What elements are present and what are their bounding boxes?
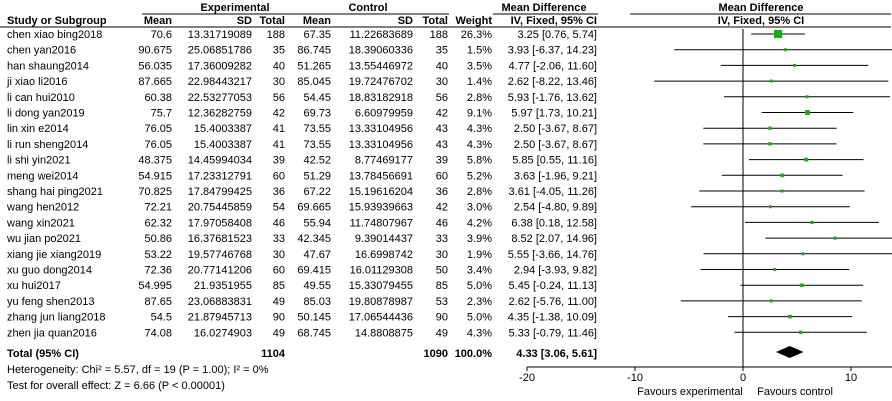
col-mean-e: Mean <box>143 15 172 27</box>
sd-experimental: 23.06883831 <box>187 295 252 308</box>
sd-control: 13.55446972 <box>348 60 413 73</box>
effect-marker <box>793 64 796 67</box>
table-row <box>6 76 597 88</box>
n-experimental: 42 <box>272 107 285 120</box>
mean-control: 54.45 <box>303 91 331 104</box>
effect-marker <box>768 127 771 130</box>
sd-control: 15.33079455 <box>348 280 413 293</box>
sd-control: 13.33104956 <box>348 138 413 151</box>
table-row <box>7 312 597 324</box>
effect-marker <box>780 190 783 193</box>
sd-experimental: 17.97058408 <box>187 217 252 230</box>
n-experimental: 60 <box>272 264 285 277</box>
weight: 5.0% <box>466 311 492 324</box>
weight: 2.8% <box>466 91 492 104</box>
table-row <box>7 170 597 182</box>
effect-marker <box>769 205 772 208</box>
effect-marker <box>774 30 782 38</box>
col-study: Study or Subgroup <box>7 15 107 27</box>
n-experimental: 85 <box>272 280 285 293</box>
study-name: shang hai ping2021 <box>7 186 104 198</box>
mean-control: 69.415 <box>297 264 331 277</box>
sd-control: 15.19616204 <box>348 186 413 198</box>
sd-control: 13.78456691 <box>348 170 413 183</box>
table-row <box>7 280 597 292</box>
sd-control: 19.80878987 <box>348 295 413 308</box>
ci-text: 2.50 [-3.67, 8.67] <box>513 123 597 136</box>
sd-control: 13.33104956 <box>348 123 413 136</box>
sd-experimental: 17.84799425 <box>187 186 252 198</box>
n-experimental: 90 <box>272 311 285 324</box>
header-experimental: Experimental <box>200 2 270 14</box>
mean-experimental: 74.08 <box>144 327 172 340</box>
mean-experimental: 76.05 <box>144 123 172 136</box>
mean-experimental: 53.22 <box>144 248 172 261</box>
sd-experimental: 22.53277053 <box>187 91 252 104</box>
total-label: Total (95% CI) <box>7 348 79 360</box>
sd-experimental: 12.36282759 <box>187 107 252 120</box>
weight: 4.3% <box>466 123 492 136</box>
sd-control: 6.60979959 <box>354 107 413 120</box>
sd-experimental: 21.87945713 <box>187 311 252 324</box>
ci-text: 6.38 [0.18, 12.58] <box>511 217 597 230</box>
n-control: 30 <box>435 248 448 261</box>
study-name: xu guo dong2014 <box>7 264 93 277</box>
sd-control: 9.39014437 <box>354 233 413 246</box>
mean-control: 50.145 <box>297 311 331 324</box>
study-name: xiang jie xiang2019 <box>7 248 102 261</box>
mean-control: 47.67 <box>303 248 331 261</box>
sd-control: 14.8808875 <box>354 327 413 340</box>
x-tick-label: 0 <box>739 372 747 384</box>
mean-control: 42.52 <box>303 154 331 167</box>
n-experimental: 60 <box>272 170 285 183</box>
effect-marker <box>773 268 776 271</box>
mean-experimental: 70.825 <box>138 186 172 198</box>
effect-marker <box>810 221 813 224</box>
n-control: 42 <box>435 107 448 120</box>
study-name: chen xiao bing2018 <box>7 29 103 41</box>
n-experimental: 39 <box>272 154 285 167</box>
ci-text: 5.85 [0.55, 11.16] <box>512 154 597 167</box>
sd-control: 17.06544436 <box>348 311 413 324</box>
mean-experimental: 70.6 <box>150 29 172 41</box>
table-row <box>7 108 597 120</box>
table-row <box>7 60 597 72</box>
table-row <box>7 296 597 308</box>
col-total-e: Total <box>259 15 285 27</box>
study-name: wu jian po2021 <box>7 233 82 246</box>
weight: 4.3% <box>466 327 492 340</box>
weight: 3.5% <box>466 60 492 73</box>
ci-text: 2.62 [-5.76, 11.00] <box>508 295 597 308</box>
sd-experimental: 17.36009282 <box>187 60 252 73</box>
n-experimental: 46 <box>272 217 285 230</box>
table-row <box>7 29 597 41</box>
table-row <box>7 45 597 57</box>
n-experimental: 40 <box>272 60 285 73</box>
sd-control: 16.6998742 <box>354 248 413 261</box>
study-name: wang xin2021 <box>7 217 75 230</box>
effect-marker <box>780 173 784 177</box>
n-control: 60 <box>435 170 448 183</box>
table-row <box>7 155 597 167</box>
n-control: 30 <box>435 76 448 89</box>
effect-marker <box>804 158 808 162</box>
n-control: 33 <box>435 233 448 246</box>
sd-control: 18.83182918 <box>348 91 413 104</box>
axis-label-right: Favours control <box>757 386 833 398</box>
sd-experimental: 16.37681523 <box>187 233 252 246</box>
ci-text: 2.54 [-4.80, 9.89] <box>513 201 597 214</box>
effect-marker <box>801 252 804 255</box>
mean-control: 68.745 <box>297 327 331 340</box>
mean-experimental: 87.665 <box>138 76 172 89</box>
n-control: 188 <box>429 29 448 41</box>
mean-control: 85.03 <box>303 295 331 308</box>
ci-text: 3.25 [0.76, 5.74] <box>517 29 597 41</box>
n-control: 50 <box>435 264 448 277</box>
study-name: ji xiao li2016 <box>7 76 68 89</box>
ci-text: 5.33 [-0.79, 11.46] <box>508 327 597 340</box>
sd-experimental: 15.4003387 <box>193 138 252 151</box>
n-experimental: 49 <box>272 327 285 340</box>
n-control: 43 <box>435 138 448 151</box>
sd-control: 15.93939663 <box>348 201 413 214</box>
col-mean-c: Mean <box>302 15 331 27</box>
mean-control: 67.35 <box>303 29 331 41</box>
weight: 3.9% <box>466 233 492 246</box>
sd-experimental: 20.75445859 <box>187 201 252 214</box>
weight: 3.4% <box>466 264 492 277</box>
sd-experimental: 20.77141206 <box>187 264 252 277</box>
sd-control: 11.74807967 <box>349 217 413 230</box>
mean-control: 67.22 <box>303 186 331 198</box>
total-n-experimental: 1104 <box>261 348 285 360</box>
weight: 26.3% <box>460 29 492 41</box>
sd-control: 11.22683689 <box>349 29 413 41</box>
mean-control: 42.345 <box>297 233 331 246</box>
sd-control: 19.72476702 <box>348 76 413 89</box>
mean-control: 51.29 <box>303 170 331 183</box>
weight: 5.8% <box>466 154 492 167</box>
x-tick-label: 10 <box>844 372 858 384</box>
n-experimental: 30 <box>272 248 285 261</box>
study-name: zhang jun liang2018 <box>7 311 106 324</box>
sd-experimental: 16.0274903 <box>193 327 252 340</box>
mean-experimental: 90.675 <box>138 44 172 57</box>
ci-text: 5.97 [1.73, 10.21] <box>511 107 597 120</box>
x-tick-label: -20 <box>519 372 535 384</box>
header-control: Control <box>348 2 388 14</box>
n-experimental: 33 <box>272 233 285 246</box>
sd-control: 8.77469177 <box>354 154 413 167</box>
study-name: lin xin e2014 <box>7 123 69 136</box>
col-sd-e: SD <box>236 15 252 27</box>
n-experimental: 30 <box>272 76 285 89</box>
weight: 9.1% <box>466 107 492 120</box>
study-name: zhen jia quan2016 <box>7 327 97 340</box>
weight: 2.3% <box>466 295 492 308</box>
n-experimental: 41 <box>272 138 285 151</box>
effect-marker <box>770 80 773 83</box>
weight: 1.5% <box>466 44 492 57</box>
heterogeneity-text: Heterogeneity: Chi² = 5.57, df = 19 (P = 1.00); I² = 0% <box>7 364 269 376</box>
table-row <box>6 233 597 245</box>
study-rows <box>6 29 597 339</box>
n-experimental: 56 <box>272 91 285 104</box>
ci-text: 8.52 [2.07, 14.96] <box>511 233 597 246</box>
study-name: li dong yan2019 <box>7 107 85 120</box>
n-control: 39 <box>435 154 448 167</box>
n-experimental: 36 <box>272 186 285 198</box>
table-row <box>7 139 597 151</box>
mean-control: 73.55 <box>303 123 331 136</box>
mean-control: 73.55 <box>303 138 331 151</box>
ci-text: 3.61 [-4.05, 11.26] <box>508 186 597 198</box>
mean-control: 85.045 <box>297 76 331 89</box>
effect-marker <box>805 110 810 115</box>
effect-marker <box>768 142 771 145</box>
study-name: han shaung2014 <box>7 60 89 73</box>
table-row <box>7 327 597 339</box>
n-control: 49 <box>435 327 448 340</box>
sd-experimental: 22.98443217 <box>187 76 252 89</box>
mean-control: 69.665 <box>297 201 331 214</box>
x-tick-label: -10 <box>627 372 643 384</box>
n-experimental: 35 <box>272 44 285 57</box>
mean-experimental: 50.86 <box>144 233 172 246</box>
sd-experimental: 21.9351955 <box>193 280 252 293</box>
study-name: li run sheng2014 <box>7 138 89 151</box>
study-name: wang hen2012 <box>7 201 80 214</box>
n-control: 35 <box>435 44 448 57</box>
study-name: xu hui2017 <box>7 280 61 293</box>
study-name: meng wei2014 <box>7 170 79 183</box>
total-n-control: 1090 <box>423 348 448 360</box>
n-control: 40 <box>435 60 448 73</box>
mean-experimental: 75.7 <box>150 107 172 120</box>
mean-experimental: 56.035 <box>138 60 172 73</box>
effect-marker <box>784 48 787 51</box>
sd-experimental: 13.31719089 <box>187 29 252 41</box>
table-row <box>7 186 597 198</box>
col-weight: Weight <box>455 15 492 27</box>
sd-experimental: 19.57746768 <box>187 248 252 261</box>
study-name: yu feng shen2013 <box>7 295 95 308</box>
table-row <box>6 202 597 214</box>
pooled-diamond <box>776 346 804 358</box>
table-row <box>7 92 597 104</box>
n-control: 43 <box>435 123 448 136</box>
effect-marker <box>833 237 836 240</box>
mean-experimental: 62.32 <box>144 217 172 230</box>
mean-experimental: 54.5 <box>150 311 172 324</box>
table-row <box>7 123 597 135</box>
axis-label-left: Favours experimental <box>637 386 743 398</box>
overall-effect-text: Test for overall effect: Z = 6.66 (P < 0.00001) <box>7 380 225 392</box>
n-experimental: 49 <box>272 295 285 308</box>
n-control: 42 <box>435 201 448 214</box>
n-experimental: 188 <box>266 29 285 41</box>
mean-experimental: 60.38 <box>144 91 172 104</box>
study-name: li can hui2010 <box>7 91 75 104</box>
ci-text: 5.93 [-1.76, 13.62] <box>507 91 597 104</box>
col-plot-ci: IV, Fixed, 95% CI <box>717 15 805 27</box>
table-row <box>7 265 597 277</box>
col-sd-c: SD <box>397 15 413 27</box>
n-experimental: 54 <box>272 201 285 214</box>
weight: 1.9% <box>466 248 492 261</box>
total-weight: 100.0% <box>454 348 492 360</box>
ci-text: 2.50 [-3.67, 8.67] <box>513 138 597 151</box>
col-total-c: Total <box>422 15 448 27</box>
sd-experimental: 15.4003387 <box>193 123 252 136</box>
ci-text: 2.62 [-8.22, 13.46] <box>507 76 597 89</box>
n-control: 90 <box>435 311 448 324</box>
header-mean-difference-table: Mean Difference <box>501 2 587 14</box>
ci-text: 5.45 [-0.24, 11.13] <box>508 280 597 293</box>
mean-experimental: 54.915 <box>138 170 172 183</box>
n-control: 53 <box>435 295 448 308</box>
mean-control: 49.55 <box>303 280 331 293</box>
mean-experimental: 48.375 <box>138 154 172 167</box>
weight: 1.4% <box>466 76 492 89</box>
study-name: chen yan2016 <box>7 44 77 57</box>
effect-marker <box>799 331 802 334</box>
mean-experimental: 72.21 <box>144 201 172 214</box>
ci-text: 4.35 [-1.38, 10.09] <box>507 311 597 324</box>
ci-text: 4.77 [-2.06, 11.60] <box>508 60 597 73</box>
table-row <box>7 249 597 261</box>
sd-control: 16.01129308 <box>349 264 413 277</box>
mean-control: 55.94 <box>303 217 331 230</box>
sd-control: 18.39060336 <box>348 44 413 57</box>
header-mean-difference-plot: Mean Difference <box>718 2 804 14</box>
mean-experimental: 76.05 <box>144 138 172 151</box>
n-control: 36 <box>435 186 448 198</box>
sd-experimental: 14.45994034 <box>187 154 252 167</box>
ci-text: 3.93 [-6.37, 14.23] <box>507 44 597 57</box>
n-control: 46 <box>435 217 448 230</box>
mean-experimental: 87.65 <box>144 295 172 308</box>
total-ci: 4.33 [3.06, 5.61] <box>516 348 597 360</box>
effect-marker <box>800 283 804 287</box>
col-ci: IV, Fixed, 95% CI <box>510 15 597 27</box>
sd-experimental: 25.06851786 <box>187 44 252 57</box>
table-row <box>6 217 597 229</box>
sd-experimental: 17.23312791 <box>187 170 252 183</box>
weight: 5.0% <box>466 280 492 293</box>
ci-text: 3.63 [-1.96, 9.21] <box>513 170 597 183</box>
n-experimental: 41 <box>272 123 285 136</box>
effect-marker <box>806 95 809 98</box>
mean-control: 86.745 <box>297 44 331 57</box>
n-control: 56 <box>435 91 448 104</box>
weight: 2.8% <box>466 186 492 198</box>
weight: 4.3% <box>466 138 492 151</box>
weight: 4.2% <box>466 217 492 230</box>
ci-text: 2.94 [-3.93, 9.82] <box>513 264 597 277</box>
study-name: li shi yin2021 <box>7 154 71 167</box>
ci-text: 5.55 [-3.66, 14.76] <box>507 248 597 261</box>
n-control: 85 <box>435 280 448 293</box>
effect-marker <box>788 315 792 319</box>
mean-control: 69.73 <box>303 107 331 120</box>
weight: 3.0% <box>466 201 492 214</box>
mean-control: 51.265 <box>297 60 331 73</box>
mean-experimental: 54.995 <box>138 280 172 293</box>
mean-experimental: 72.36 <box>144 264 172 277</box>
weight: 5.2% <box>466 170 492 183</box>
effect-marker <box>770 299 773 302</box>
